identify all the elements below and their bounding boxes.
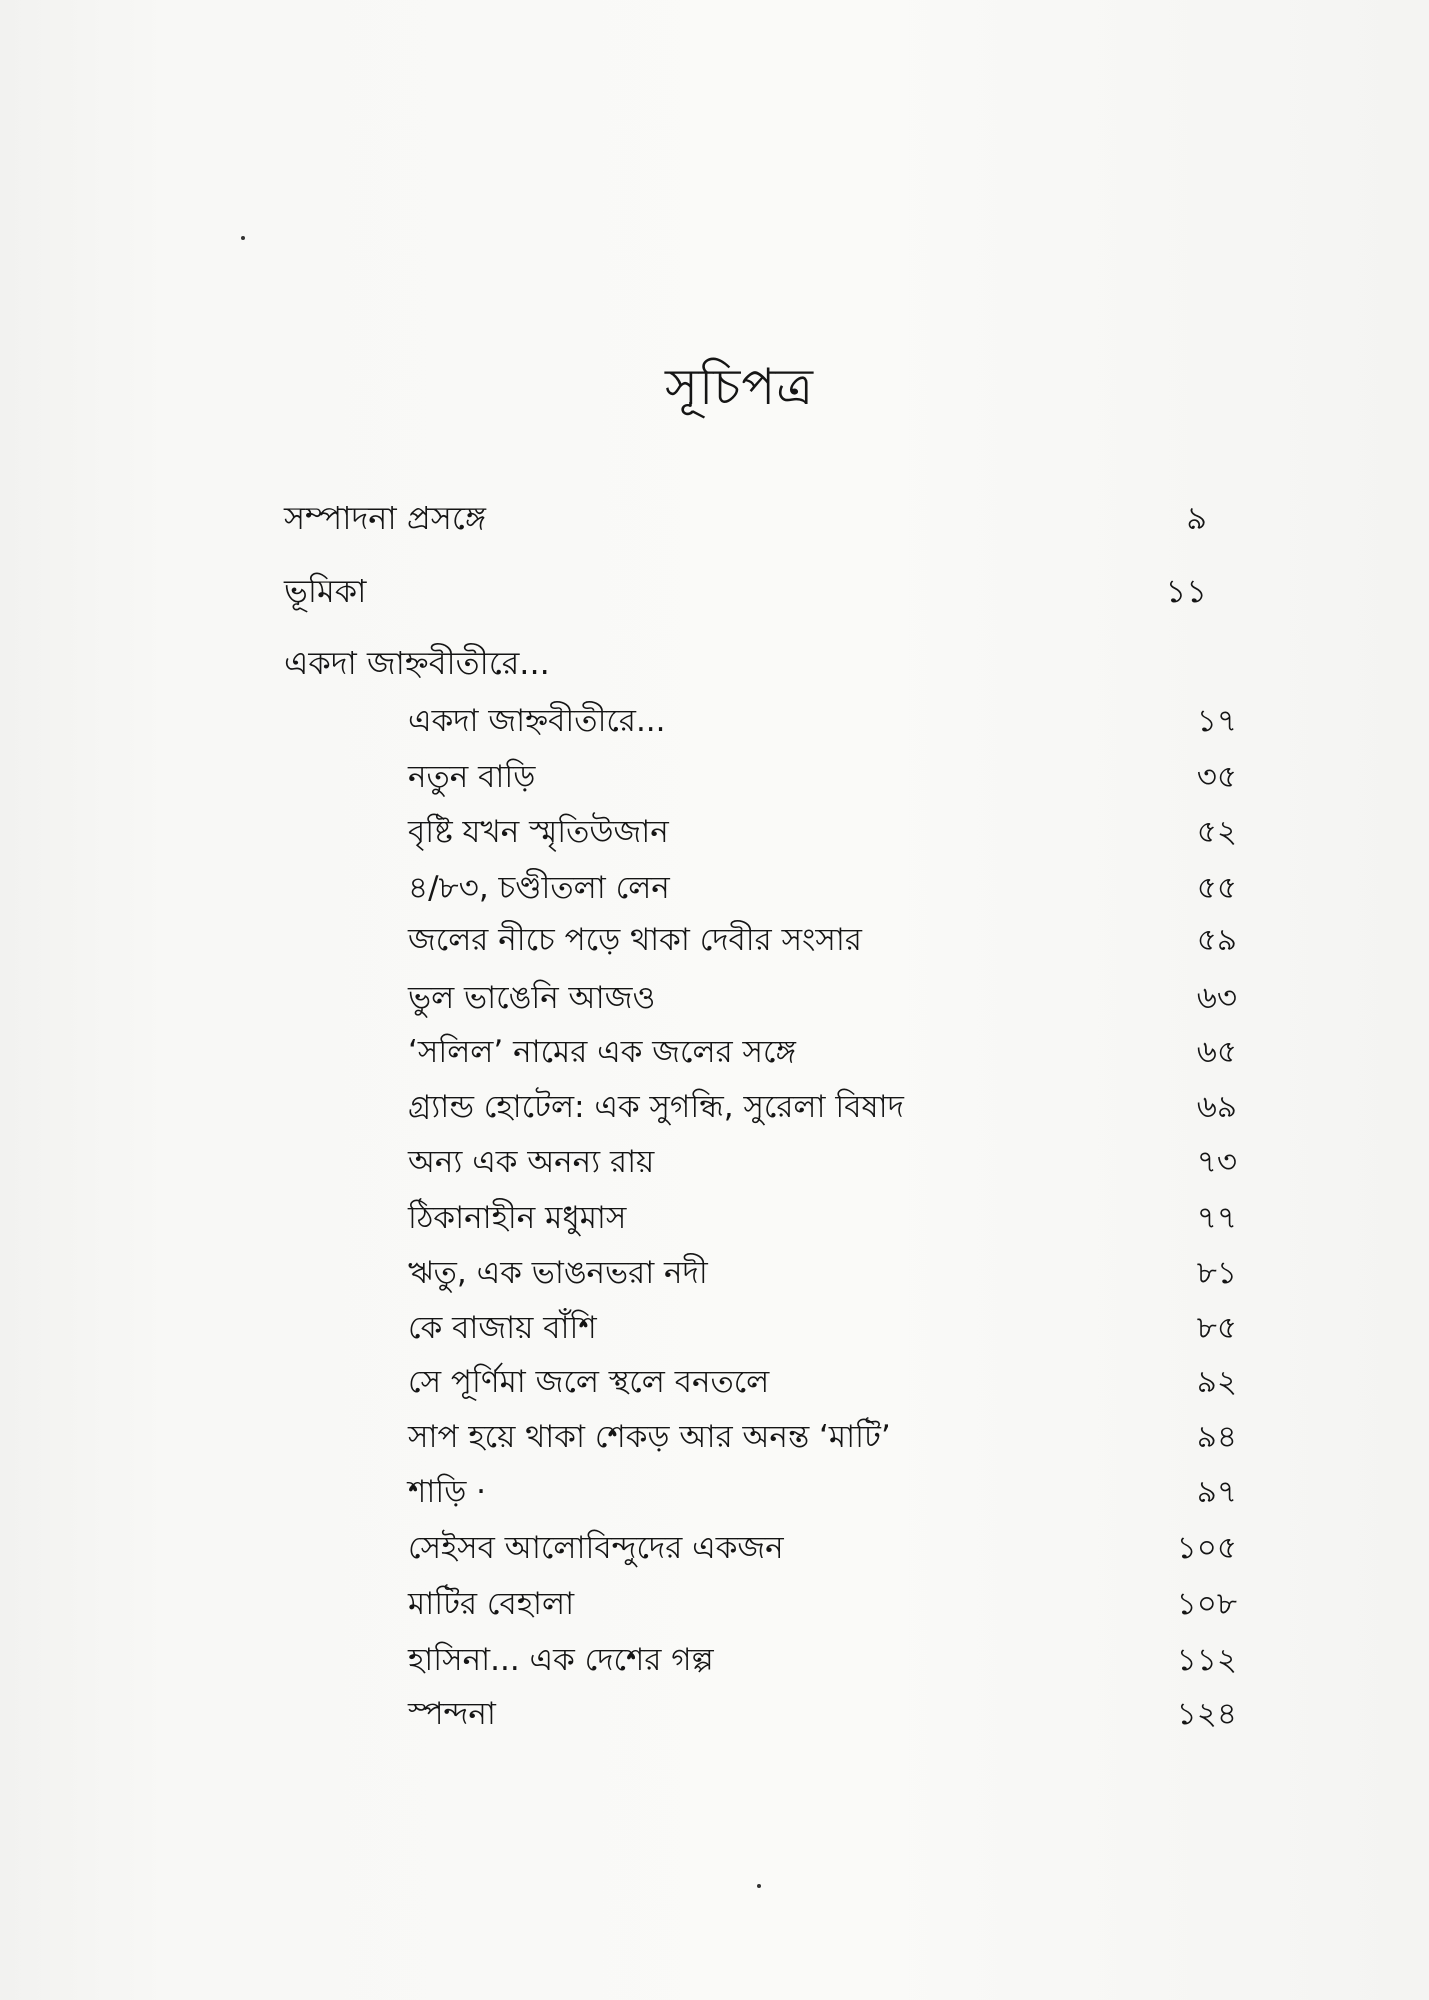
toc-entry-title: ঋতু, এক ভাঙনভরা নদী: [408, 1255, 708, 1291]
toc-entry: [408, 1137, 1237, 1187]
toc-entry: [408, 1523, 1237, 1573]
toc-entry: [408, 1193, 1237, 1243]
toc-page-number: ৯: [1186, 499, 1207, 537]
toc-page-number: ৫২: [1196, 814, 1237, 850]
toc-entry-title: শাড়ি ·: [408, 1474, 487, 1510]
toc-entry: [408, 807, 1237, 857]
toc-entry: [408, 1467, 1237, 1517]
toc-page-number: ১১: [1165, 572, 1207, 610]
toc-entry: [284, 566, 1207, 616]
toc-entry: [408, 696, 1237, 746]
toc-page-number: ১০৮: [1176, 1586, 1237, 1622]
toc-entry: [408, 752, 1237, 802]
toc-entry-title: সম্পাদনা প্রসঙ্গে: [284, 499, 486, 537]
toc-entry-title: অন্য এক অনন্য রায়: [408, 1144, 655, 1180]
toc-entry-title: হাসিনা... এক দেশের গল্প: [408, 1642, 714, 1678]
toc-entry-title: কে বাজায় বাঁশি: [408, 1310, 597, 1346]
toc-page-number: ৯৭: [1196, 1474, 1237, 1510]
toc-entry-title: একদা জাহ্নবীতীরে...: [284, 644, 550, 682]
toc-entry: [284, 493, 1207, 543]
page-title: সূচিপত্র: [665, 358, 814, 416]
toc-entry-title: নতুন বাড়ি: [408, 759, 536, 795]
toc-entry-title: সাপ হয়ে থাকা শেকড় আর অনন্ত ‘মাটি’: [408, 1419, 891, 1455]
toc-page-number: ৮১: [1196, 1255, 1237, 1291]
toc-page-number: ৬৯: [1196, 1089, 1237, 1125]
toc-entry-title: সে পূর্ণিমা জলে স্থলে বনতলে: [408, 1364, 770, 1400]
toc-entry-title: বৃষ্টি যখন স্মৃতিউজান: [408, 814, 669, 850]
toc-page-number: ১২৪: [1176, 1696, 1237, 1732]
toc-page-number: ৫৯: [1196, 922, 1237, 958]
toc-entry-title: জলের নীচে পড়ে থাকা দেবীর সংসার: [408, 922, 862, 958]
toc-page-number: ১১২: [1176, 1642, 1237, 1678]
toc-entry: [408, 1635, 1237, 1685]
toc-entry: [408, 1082, 1237, 1132]
toc-entry: [408, 973, 1237, 1023]
toc-page-number: ৫৫: [1196, 870, 1237, 906]
toc-page-number: ৬৩: [1196, 980, 1237, 1016]
toc-entry: [408, 1412, 1237, 1462]
toc-entry-title: ঠিকানাহীন মধুমাস: [408, 1200, 627, 1236]
toc-entry: [408, 1248, 1237, 1298]
toc-page-number: ৬৫: [1196, 1034, 1237, 1070]
toc-entry-title: ‘সলিল’ নামের এক জলের সঙ্গে: [408, 1034, 796, 1070]
toc-page-number: ৮৫: [1196, 1310, 1237, 1346]
toc-entry: [408, 1357, 1237, 1407]
toc-section-heading: [284, 638, 1207, 688]
toc-entry-title: ৪/৮৩, চণ্ডীতলা লেন: [408, 870, 670, 906]
toc-page-number: ৯৪: [1196, 1419, 1237, 1455]
toc-entry: [408, 863, 1237, 913]
toc-entry-title: মাটির বেহালা: [408, 1586, 575, 1622]
toc-entry-title: স্পন্দনা: [408, 1696, 496, 1732]
toc-entry-title: সেইসব আলোবিন্দুদের একজন: [408, 1530, 784, 1566]
toc-page-number: ১৭: [1196, 703, 1237, 739]
toc-entry-title: ভুল ভাঙেনি আজও: [408, 980, 656, 1016]
toc-entry: [408, 1027, 1237, 1077]
toc-page-number: ৭৩: [1196, 1144, 1237, 1180]
toc-entry-title: একদা জাহ্নবীতীরে...: [408, 703, 666, 739]
paper-speck: [757, 1884, 761, 1888]
toc-entry: [408, 1579, 1237, 1629]
toc-entry-title: ভূমিকা: [284, 572, 367, 610]
toc-entry-title: গ্র্যান্ড হোটেল: এক সুগন্ধি, সুরেলা বিষাদ: [408, 1089, 904, 1125]
toc-entry: [408, 915, 1237, 965]
toc-page-number: ৩৫: [1196, 759, 1237, 795]
toc-entry: [408, 1303, 1237, 1353]
toc-page-number: ৭৭: [1196, 1200, 1237, 1236]
toc-page-number: ১০৫: [1176, 1530, 1237, 1566]
toc-page-number: ৯২: [1196, 1364, 1237, 1400]
toc-entry: [408, 1689, 1237, 1739]
paper-speck: [241, 236, 245, 240]
